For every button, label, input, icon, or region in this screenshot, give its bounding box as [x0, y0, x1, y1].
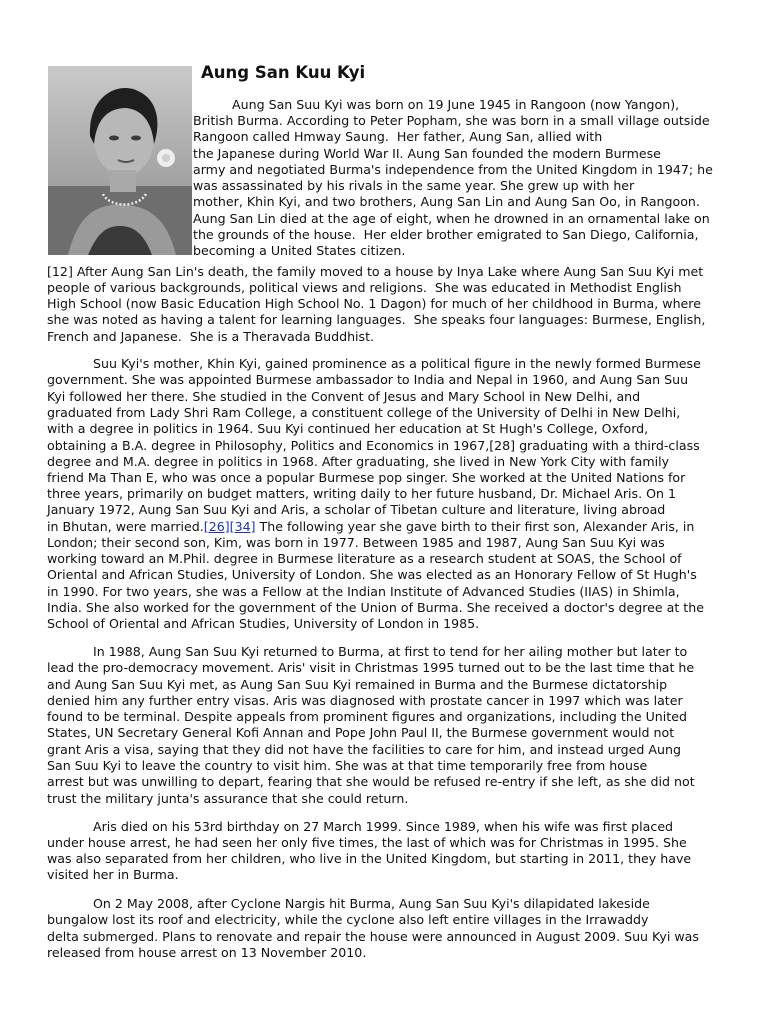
- paragraph-line: High School (now Basic Education High School No. 1 Dagon) for much of her childhood in Burma, where: [47, 296, 701, 311]
- intro-line: mother, Khin Kyi, and two brothers, Aung San Lin and Aung San Oo, in Rangoon.: [193, 194, 700, 209]
- paragraph-line: In 1988, Aung San Suu Kyi returned to Burma, at first to tend for her ailing mother but later to: [93, 644, 688, 659]
- text-segment: The following year she gave birth to their first son, Alexander Aris, in: [255, 519, 695, 534]
- paragraph-line: visited her in Burma.: [47, 867, 179, 882]
- text-segment: in Bhutan, were married.: [47, 519, 204, 534]
- paragraph-line: released from house arrest on 13 November 2010.: [47, 945, 367, 960]
- paragraph-line: grant Aris a visa, saying that they did not have the facilities to care for him, and instead urged Aung: [47, 742, 681, 757]
- paragraph-line: Suu Kyi's mother, Khin Kyi, gained prominence as a political figure in the newly formed Burmese: [93, 356, 701, 371]
- paragraph-line: Kyi followed her there. She studied in the Convent of Jesus and Mary School in New Delhi, and: [47, 389, 641, 404]
- paragraph-line: and Aung San Suu Kyi met, as Aung San Suu Kyi remained in Burma and the Burmese dictatorship: [47, 677, 668, 692]
- paragraph-line: [47, 519, 694, 535]
- paragraph-line: bungalow lost its roof and electricity, while the cyclone also left entire villages in the Irrawaddy: [47, 912, 649, 927]
- paragraph-line: [12] After Aung San Lin's death, the family moved to a house by Inya Lake where Aung San Suu Kyi met: [47, 264, 704, 279]
- paragraph-line: was also separated from her children, who live in the United Kingdom, but starting in 2011, they have: [47, 851, 692, 866]
- paragraph-line: School of Oriental and African Studies, University of London in 1985.: [47, 616, 480, 631]
- paragraph-line: government. She was appointed Burmese ambassador to India and Nepal in 1960, and Aung San Suu: [47, 372, 689, 387]
- intro-line: was assassinated by his rivals in the same year. She grew up with her: [193, 178, 635, 193]
- paragraph-line: in 1990. For two years, she was a Fellow at the Indian Institute of Advanced Studies (IIAS) in Shimla,: [47, 584, 680, 599]
- paragraph-line: Oriental and African Studies, University of London. She was elected as an Honorary Fellow of St Hugh's: [47, 567, 697, 582]
- paragraph-line: friend Ma Than E, who was once a popular Burmese pop singer. She worked at the United Nations for: [47, 470, 686, 485]
- intro-line: army and negotiated Burma's independence from the United Kingdom in 1947; he: [193, 162, 713, 177]
- paragraph-line: degree and M.A. degree in politics in 1968. After graduating, she lived in New York City with family: [47, 454, 670, 469]
- paragraph-line: people of various backgrounds, political views and religions. She was educated in Methodist English: [47, 280, 682, 295]
- intro-line: the Japanese during World War II. Aung San founded the modern Burmese: [193, 146, 661, 161]
- paragraph-line: three years, primarily on budget matters, writing daily to her future husband, Dr. Michael Aris. On 1: [47, 486, 677, 501]
- paragraph-line: London; their second son, Kim, was born in 1977. Between 1985 and 1987, Aung San Suu Kyi was: [47, 535, 665, 550]
- portrait-photo: [48, 66, 192, 255]
- paragraph-line: lead the pro-democracy movement. Aris' visit in Christmas 1995 turned out to be the last time that he: [47, 660, 695, 675]
- paragraph-line: India. She also worked for the government of the Union of Burma. She received a doctor's degree at the: [47, 600, 704, 615]
- intro-line: British Burma. According to Peter Popham, she was born in a small village outside: [193, 113, 710, 128]
- paragraph-line: under house arrest, he had seen her only five times, the last of which was for Christmas in 1995. She: [47, 835, 687, 850]
- page-title: Aung San Kuu Kyi: [201, 63, 366, 82]
- paragraph-line: January 1972, Aung San Suu Kyi and Aris, a scholar of Tibetan culture and literature, living abroad: [47, 502, 666, 517]
- citation-link-26[interactable]: [26]: [203, 519, 230, 534]
- paragraph-line: working toward an M.Phil. degree in Burmese literature as a research student at SOAS, the School of: [47, 551, 682, 566]
- paragraph-line: she was noted as having a talent for learning languages. She speaks four languages: Burmese, English,: [47, 312, 706, 327]
- intro-line: becoming a United States citizen.: [193, 243, 406, 258]
- paragraph-line: obtaining a B.A. degree in Philosophy, Politics and Economics in 1967,[28] graduating with a third-class: [47, 438, 700, 453]
- paragraph-line: arrest but was unwilling to depart, fearing that she would be refused re-entry if she left, as she did not: [47, 774, 695, 789]
- paragraph-line: French and Japanese. She is a Theravada Buddhist.: [47, 329, 375, 344]
- paragraph-line: On 2 May 2008, after Cyclone Nargis hit Burma, Aung San Suu Kyi's dilapidated lakeside: [93, 896, 650, 911]
- paragraph-line: delta submerged. Plans to renovate and repair the house were announced in August 2009. Suu Kyi was: [47, 929, 699, 944]
- intro-line: Aung San Lin died at the age of eight, when he drowned in an ornamental lake on: [193, 211, 710, 226]
- paragraph-line: graduated from Lady Shri Ram College, a constituent college of the University of Delhi in New Delhi,: [47, 405, 681, 420]
- paragraph-line: found to be terminal. Despite appeals from prominent figures and organizations, including the United: [47, 709, 687, 724]
- intro-line: Rangoon called Hmway Saung. Her father, Aung San, allied with: [193, 129, 603, 144]
- paragraph-line: with a degree in politics in 1964. Suu Kyi continued her education at St Hugh's College, Oxford,: [47, 421, 649, 436]
- paragraph-line: States, UN Secretary General Kofi Annan and Pope John Paul II, the Burmese government would not: [47, 725, 675, 740]
- intro-line: the grounds of the house. Her elder brother emigrated to San Diego, California,: [193, 227, 699, 242]
- paragraph-line: trust the military junta's assurance that she could return.: [47, 791, 409, 806]
- paragraph-line: Aris died on his 53rd birthday on 27 March 1999. Since 1989, when his wife was first placed: [93, 819, 674, 834]
- intro-line: Aung San Suu Kyi was born on 19 June 1945 in Rangoon (now Yangon),: [232, 97, 680, 112]
- citation-link-34[interactable]: [34]: [229, 519, 256, 534]
- paragraph-line: San Suu Kyi to leave the country to visit him. She was at that time temporarily free from house: [47, 758, 648, 773]
- paragraph-line: denied him any further entry visas. Aris was diagnosed with prostate cancer in 1997 which was later: [47, 693, 683, 708]
